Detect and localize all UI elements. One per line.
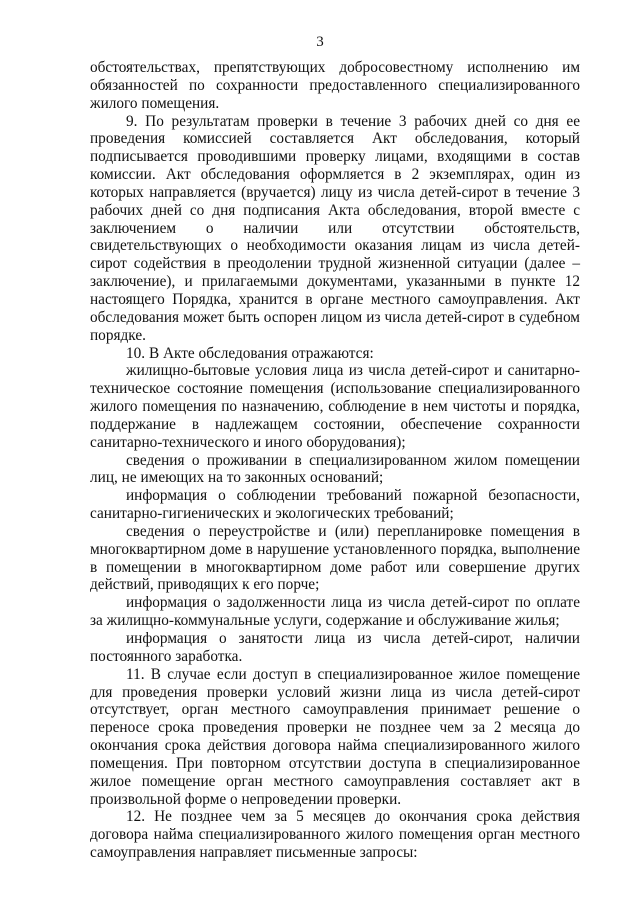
paragraph-item-9: 9. По результатам проверки в течение 3 рабочих дней со дня ее проведения комиссией составляется Акт обследования, который подписывается проводившими проверку лицами, входящими в состав комиссии. Акт обследования оформляется в 2 экземплярах, один из которых направляется (вручается) лицу из числа детей-сирот в течение 3 рабочих дней со дня подписания Акта обследования, второй вместе с заключением о наличии или отсутствии обстоятельств, свидетельствующих о необходимости оказания лицам из числа детей-сирот содействия в преодолении трудной жизненной ситуации (далее – заключение), и прилагаемыми документами, указанными в пункте 12 настоящего Порядка, хранится в органе местного самоуправления. Акт обследования может быть оспорен лицом из числа детей-сирот в судебном порядке. xyxy=(90,112,580,344)
paragraph-item-12: 12. Не позднее чем за 5 месяцев до окончания срока действия договора найма специализированного жилого помещения орган местного самоуправления направляет письменные запросы: xyxy=(90,808,580,862)
paragraph-item-11: 11. В случае если доступ в специализированное жилое помещение для проведения проверки условий жизни лица из числа детей-сирот отсутствует, орган местного самоуправления принимает решение о переносе срока проведения проверки не позднее чем за 2 месяца до окончания срока действия договора найма специализированного жилого помещения. При повторном отсутствии доступа в специализированное жилое помещение орган местного самоуправления составляет акт в произвольной форме о непроведении проверки. xyxy=(90,665,580,808)
paragraph-item-10: 10. В Акте обследования отражаются: xyxy=(126,344,374,362)
page-number: 3 xyxy=(316,34,324,50)
paragraph-employment: информация о занятости лица из числа детей-сирот, наличии постоянного заработка. xyxy=(90,630,580,665)
paragraph-continuation: обстоятельствах, препятствующих добросовестному исполнению им обязанностей по сохранности предоставленного специализированного жилого помещения. xyxy=(90,59,580,112)
paragraph-reconstruction: сведения о переустройстве и (или) перепланировке помещения в многоквартирном доме в нарушение установленного порядка, выполнение в помещении в многоквартирном доме работ или совершение других действий, приводящих к его порче; xyxy=(90,522,580,594)
paragraph-unlawful-residents: сведения о проживании в специализированном жилом помещении лиц, не имеющих на то законных оснований; xyxy=(90,451,580,487)
paragraph-living-conditions: жилищно-бытовые условия лица из числа детей-сирот и санитарно-техническое состояние помещения (использование специализированного жилого помещения по назначению, соблюдение в нем чистоты и порядка, поддержание в надлежащем состоянии, обеспечение сохранности санитарно-технического и иного оборудования); xyxy=(90,362,580,451)
paragraph-debt: информация о задолженности лица из числа детей-сирот по оплате за жилищно-коммунальные услуги, содержание и обслуживание жилья; xyxy=(90,594,580,630)
document-body xyxy=(90,59,580,862)
paragraph-safety-requirements: информация о соблюдении требований пожарной безопасности, санитарно-гигиенических и экологических требований; xyxy=(90,487,580,523)
